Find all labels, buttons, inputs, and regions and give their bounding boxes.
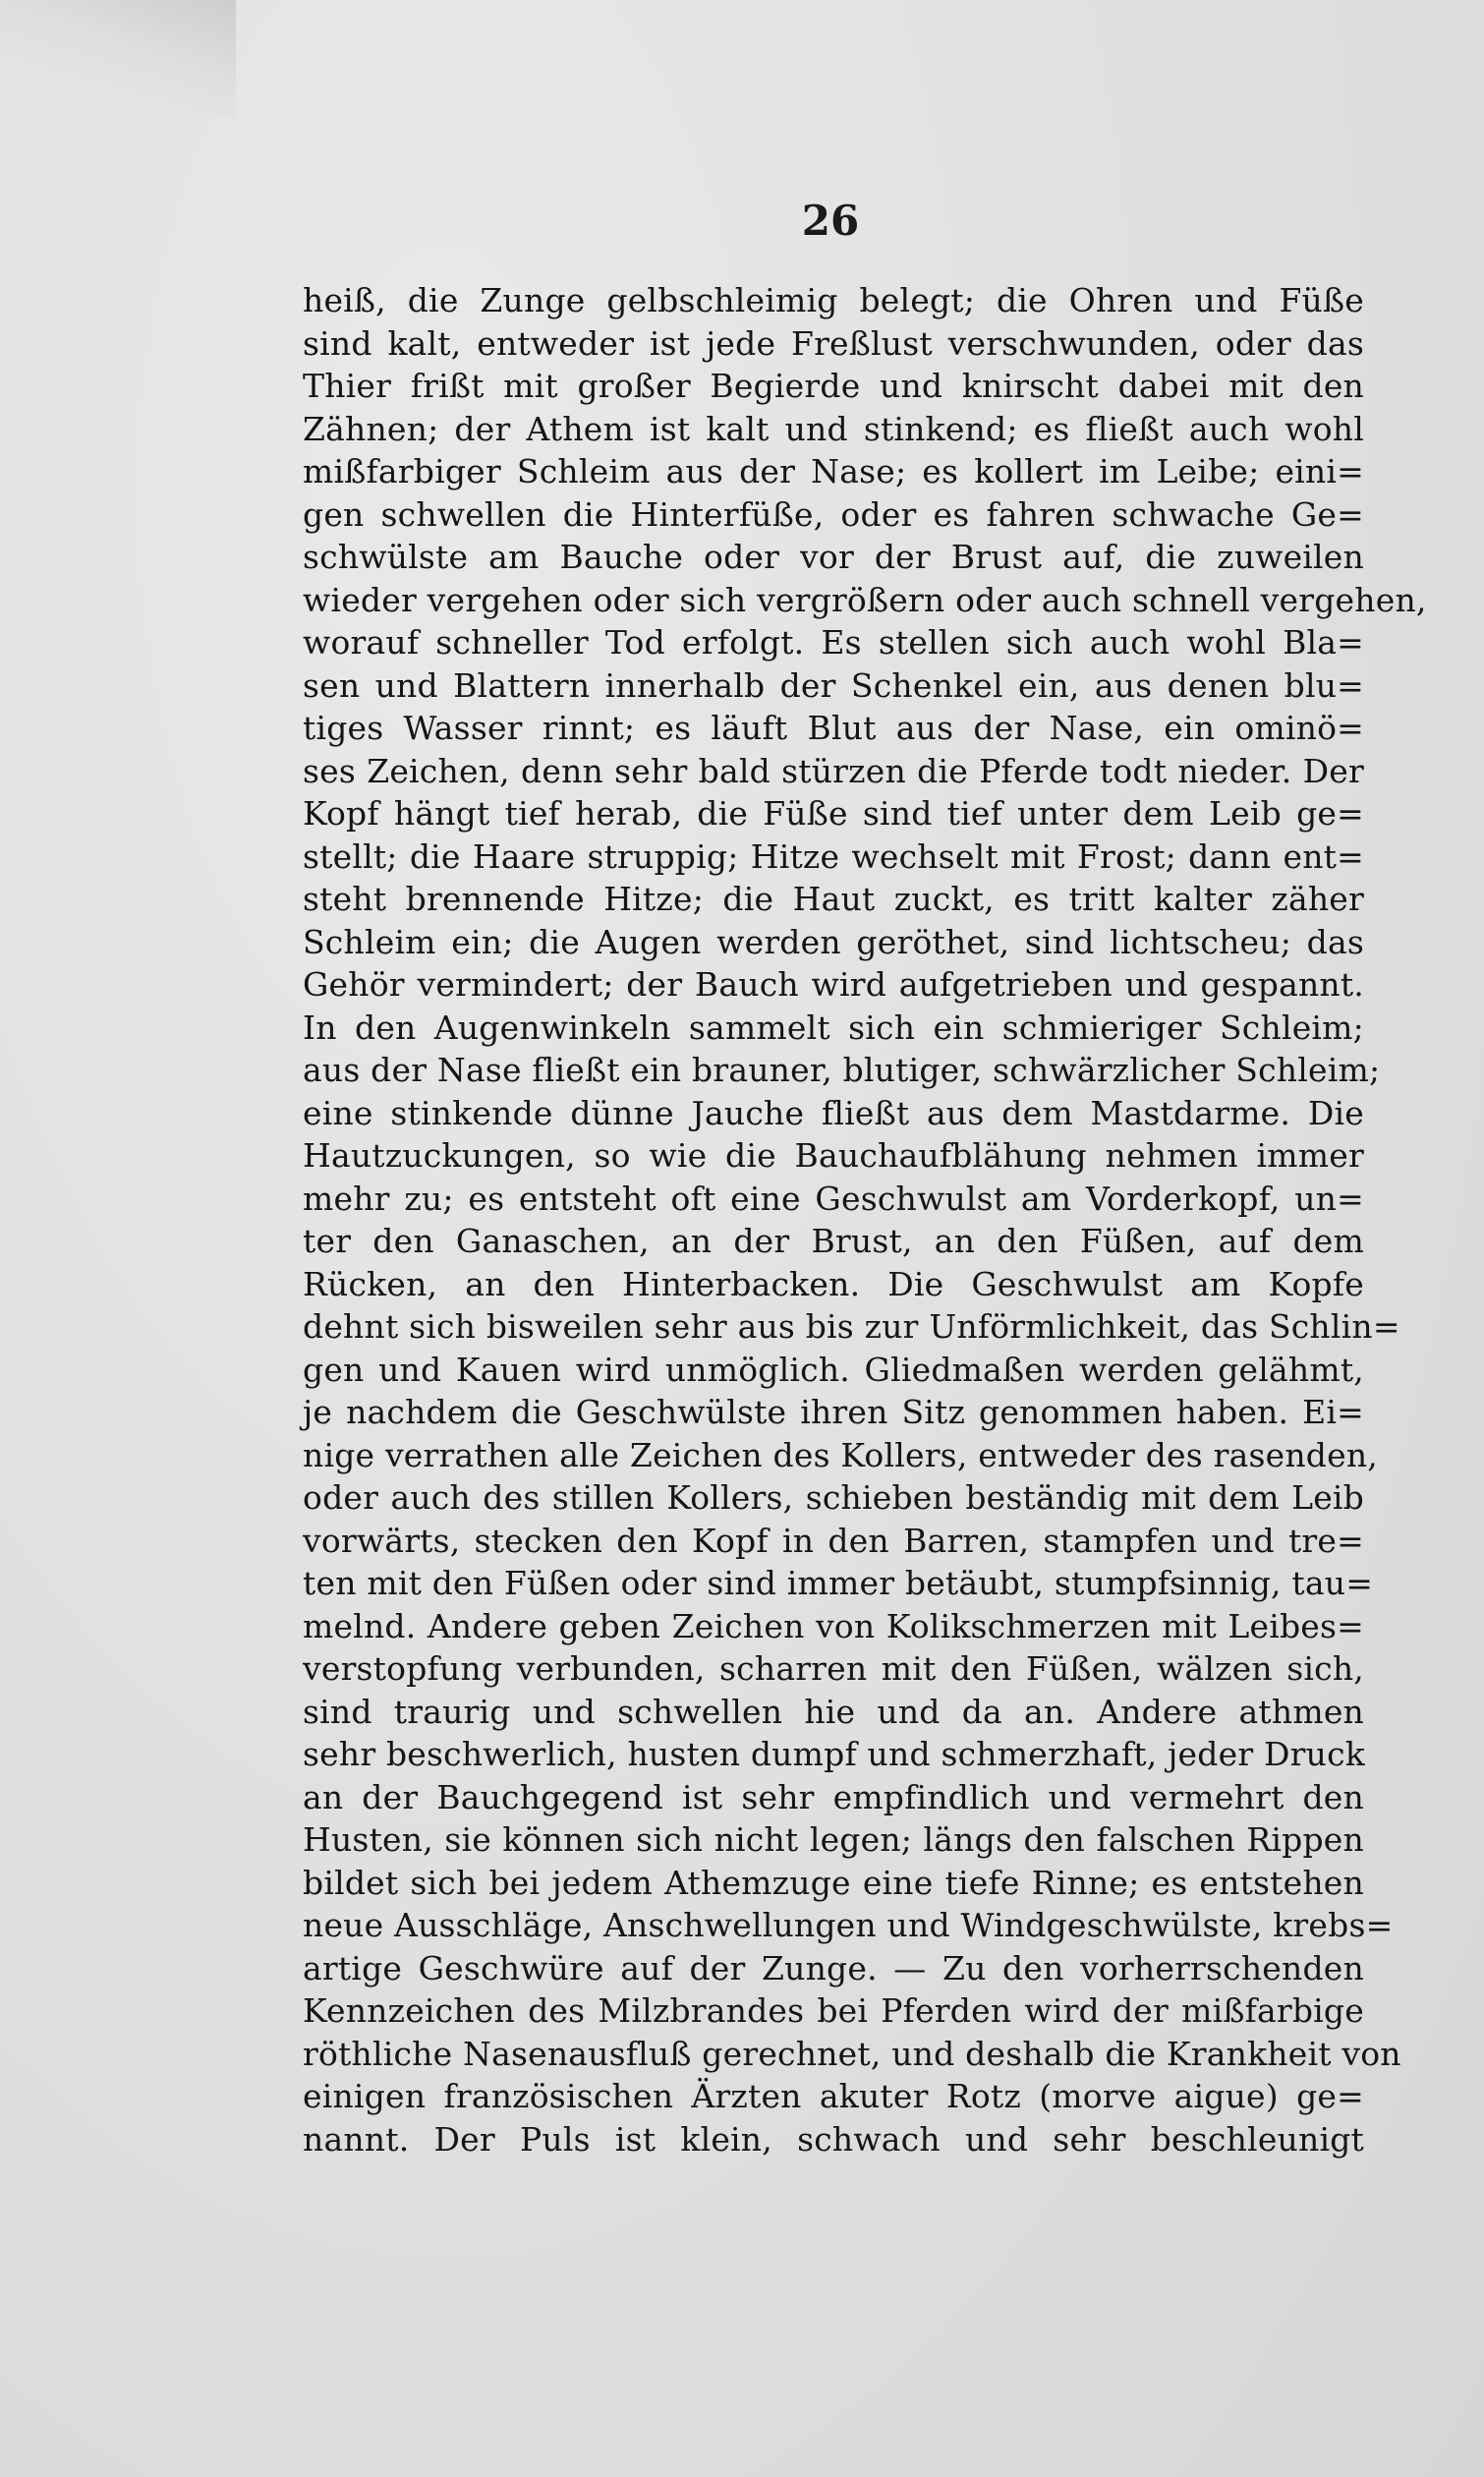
text-line: In den Augenwinkeln sammelt sich ein schmieriger Schleim; [303,1008,1364,1047]
text-line: Gehör vermindert; der Bauch wird aufgetrieben und gespannt. [303,965,1364,1004]
text-line: einigen französischen Ärzten akuter Rotz (morve aigue) ge= [303,2077,1364,2115]
text-line: wieder vergehen oder sich vergrößern oder auch schnell vergehen, [303,580,1427,619]
text-line: Rücken, an den Hinterbacken. Die Geschwulst am Kopfe [303,1264,1364,1303]
text-line: an der Bauchgegend ist sehr empfindlich und vermehrt den [303,1777,1364,1816]
text-line: Schleim ein; die Augen werden geröthet, sind lichtscheu; das [303,922,1364,961]
text-line: vorwärts, stecken den Kopf in den Barren, stampfen und tre= [303,1521,1364,1560]
text-line: nannt. Der Puls ist klein, schwach und sehr beschleunigt [303,2119,1364,2159]
text-line: steht brennende Hitze; die Haut zuckt, es tritt kalter zäher [303,880,1364,918]
text-line: neue Ausschläge, Anschwellungen und Windgeschwülste, krebs= [303,1906,1394,1944]
text-line: gen und Kauen wird unmöglich. Gliedmaßen werden gelähmt, [303,1350,1364,1389]
text-line: bildet sich bei jedem Athemzuge eine tiefe Rinne; es entstehen [303,1863,1364,1902]
text-line: Kopf hängt tief herab, die Füße sind tief unter dem Leib ge= [303,794,1364,833]
text-line: mehr zu; es entsteht oft eine Geschwulst am Vorderkopf, un= [303,1179,1364,1218]
text-line: Zähnen; der Athem ist kalt und stinkend; es fließt auch wohl [303,409,1364,448]
body-text [303,279,1427,2160]
text-line: dehnt sich bisweilen sehr aus bis zur Unförmlichkeit, das Schlin= [303,1307,1400,1346]
text-line: ten mit den Füßen oder sind immer betäubt, stumpfsinnig, tau= [303,1564,1374,1602]
text-line: tiges Wasser rinnt; es läuft Blut aus der Nase, ein ominö= [303,709,1364,747]
text-line: stellt; die Haare struppig; Hitze wechselt mit Frost; dann ent= [303,836,1364,876]
text-line: je nachdem die Geschwülste ihren Sitz genommen haben. Ei= [303,1393,1364,1431]
text-line: sind traurig und schwellen hie und da an. Andere athmen [303,1692,1364,1731]
text-line: nige verrathen alle Zeichen des Kollers, entweder des rasenden, [303,1435,1378,1474]
text-line: ter den Ganaschen, an der Brust, an den Füßen, auf dem [303,1222,1364,1260]
text-line: sen und Blattern innerhalb der Schenkel ein, aus denen blu= [303,665,1364,705]
text-line: artige Geschwüre auf der Zunge. — Zu den vorherrschenden [303,1948,1364,1987]
text-line: röthliche Nasenausfluß gerechnet, und deshalb die Krankheit von [303,2034,1401,2073]
text-line: Hautzuckungen, so wie die Bauchaufblähung nehmen immer [303,1136,1364,1175]
text-line: oder auch des stillen Kollers, schieben beständig mit dem Leib [303,1478,1364,1517]
text-line: schwülste am Bauche oder vor der Brust auf, die zuweilen [303,538,1364,576]
page-number: 26 [801,197,860,245]
text-line: worauf schneller Tod erfolgt. Es stellen sich auch wohl Bla= [303,623,1364,662]
text-line: aus der Nase fließt ein brauner, blutiger, schwärzlicher Schleim; [303,1051,1381,1089]
text-line: sind kalt, entweder ist jede Freßlust verschwunden, oder das [303,323,1364,363]
text-line: Kennzeichen des Milzbrandes bei Pferden wird der mißfarbige [303,1991,1364,2030]
page-corner-fold [0,0,236,118]
text-line: Thier frißt mit großer Begierde und knirscht dabei mit den [303,367,1364,405]
text-line: heiß, die Zunge gelbschleimig belegt; die Ohren und Füße [303,281,1364,319]
text-line: eine stinkende dünne Jauche fließt aus dem Mastdarme. Die [303,1093,1364,1132]
text-line: sehr beschwerlich, husten dumpf und schmerzhaft, jeder Druck [303,1735,1365,1773]
text-line: gen schwellen die Hinterfüße, oder es fahren schwache Ge= [303,494,1364,534]
text-line: ses Zeichen, denn sehr bald stürzen die Pferde todt nieder. Der [303,751,1364,790]
text-line: melnd. Andere geben Zeichen von Kolikschmerzen mit Leibes= [303,1606,1364,1645]
text-line: verstopfung verbunden, scharren mit den Füßen, wälzen sich, [303,1649,1364,1688]
text-line: Husten, sie können sich nicht legen; längs den falschen Rippen [303,1820,1364,1859]
text-line: mißfarbiger Schleim aus der Nase; es kollert im Leibe; eini= [303,452,1364,490]
